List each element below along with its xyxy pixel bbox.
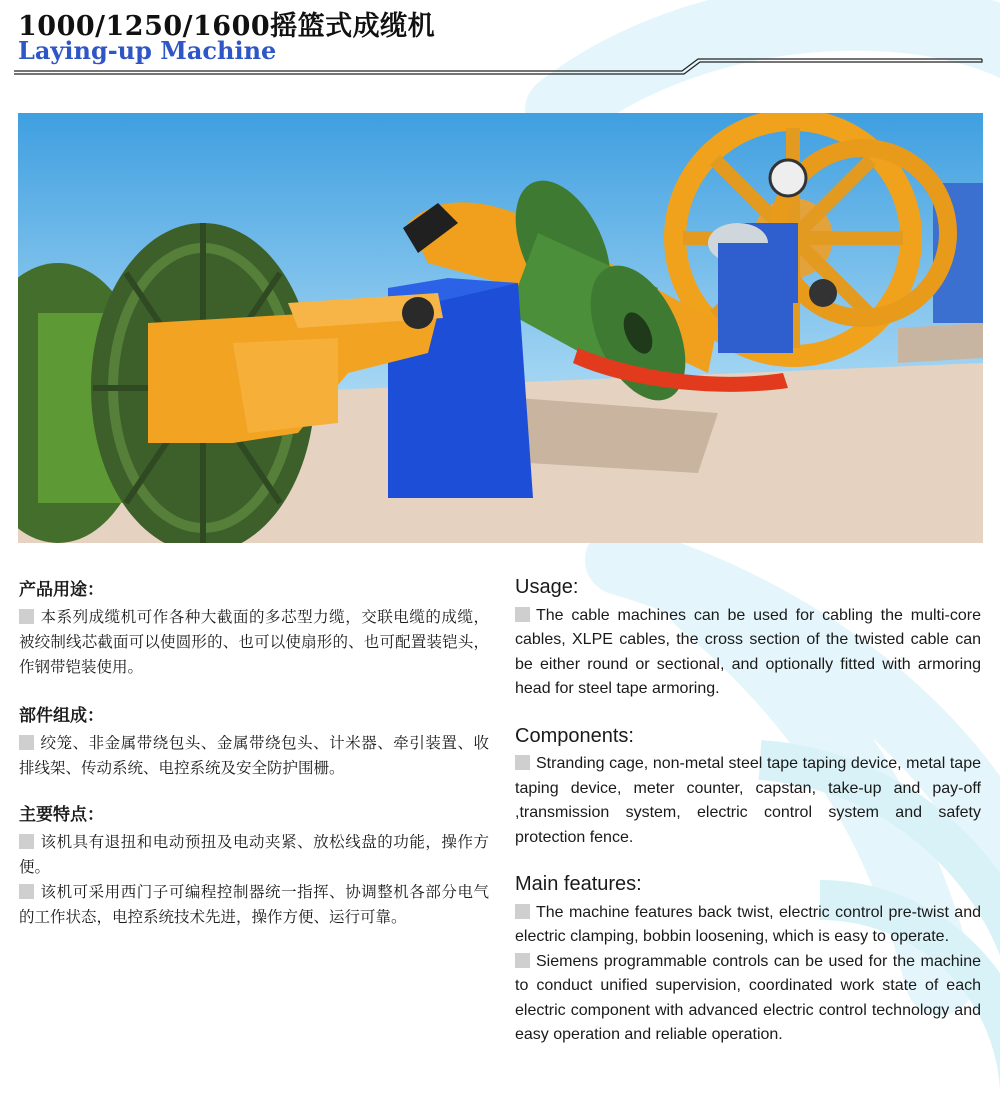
cn-components-section bbox=[19, 704, 489, 781]
bullet-square-icon bbox=[515, 904, 530, 919]
bullet-square-icon bbox=[515, 607, 530, 622]
cn-features-section bbox=[19, 803, 489, 930]
english-text-column bbox=[515, 575, 981, 1070]
bullet-square-icon bbox=[19, 609, 34, 624]
machine-photo bbox=[18, 113, 983, 543]
cn-usage-heading: 产品用途： bbox=[19, 580, 104, 600]
en-components-paragraph: Stranding cage, non-metal steel tape taping device, metal tape taping device, meter counter, capstan, take-up and pay-off ,transmission system, electric control system and safety protection fence. bbox=[515, 755, 981, 846]
cn-features-paragraph: 该机可采用西门子可编程控制器统一指挥、协调整机各部分电气的工作状态，电控系统技术先进，操作方便、运行可靠。 bbox=[19, 883, 489, 926]
bullet-square-icon bbox=[19, 834, 34, 849]
en-components-heading: Components: bbox=[515, 724, 634, 747]
page-title-english: Laying-up Machine bbox=[18, 36, 277, 65]
en-usage-heading: Usage: bbox=[515, 576, 579, 598]
cn-usage-section bbox=[19, 578, 489, 680]
en-usage-section bbox=[515, 575, 981, 702]
en-features-heading: Main features: bbox=[515, 873, 642, 895]
bullet-square-icon bbox=[515, 755, 530, 770]
cn-components-paragraph: 绞笼、非金属带绕包头、金属带绕包头、计米器、牵引装置、收排线架、传动系统、电控系统及安全防护围栅。 bbox=[19, 734, 489, 777]
chinese-text-column bbox=[19, 578, 489, 954]
cn-features-paragraph: 该机具有退扭和电动预扭及电动夹紧、放松线盘的功能，操作方便。 bbox=[19, 833, 489, 876]
en-features-paragraph: The machine features back twist, electric control pre-twist and electric clamping, bobbin loosening, which is easy to operate. bbox=[515, 903, 981, 945]
en-features-section bbox=[515, 872, 981, 1048]
cn-components-heading: 部件组成： bbox=[19, 706, 104, 726]
en-components-section bbox=[515, 724, 981, 851]
bullet-square-icon bbox=[19, 735, 34, 750]
cn-features-heading: 主要特点： bbox=[19, 805, 104, 825]
title-underline-rule bbox=[14, 55, 986, 75]
page-title-chinese: 1000/1250/1600摇篮式成缆机 bbox=[18, 11, 436, 42]
en-features-paragraph: Siemens programmable controls can be used for the machine to conduct unified supervision, coordinated work state of each electric component with advanced electric control technology and easy operation and reliable operation. bbox=[515, 952, 981, 1043]
bullet-square-icon bbox=[515, 953, 530, 968]
en-usage-paragraph: The cable machines can be used for cabling the multi-core cables, XLPE cables, the cross section of the twisted cable can be either round or sectional, and optionally fitted with armoring head for steel tape armoring. bbox=[515, 606, 981, 697]
cn-usage-paragraph: 本系列成缆机可作各种大截面的多芯型力缆，交联电缆的成缆，被绞制线芯截面可以使圆形的、也可以使扇形的、也可配置装铠头，作钢带铠装使用。 bbox=[19, 608, 489, 676]
bullet-square-icon bbox=[19, 884, 34, 899]
